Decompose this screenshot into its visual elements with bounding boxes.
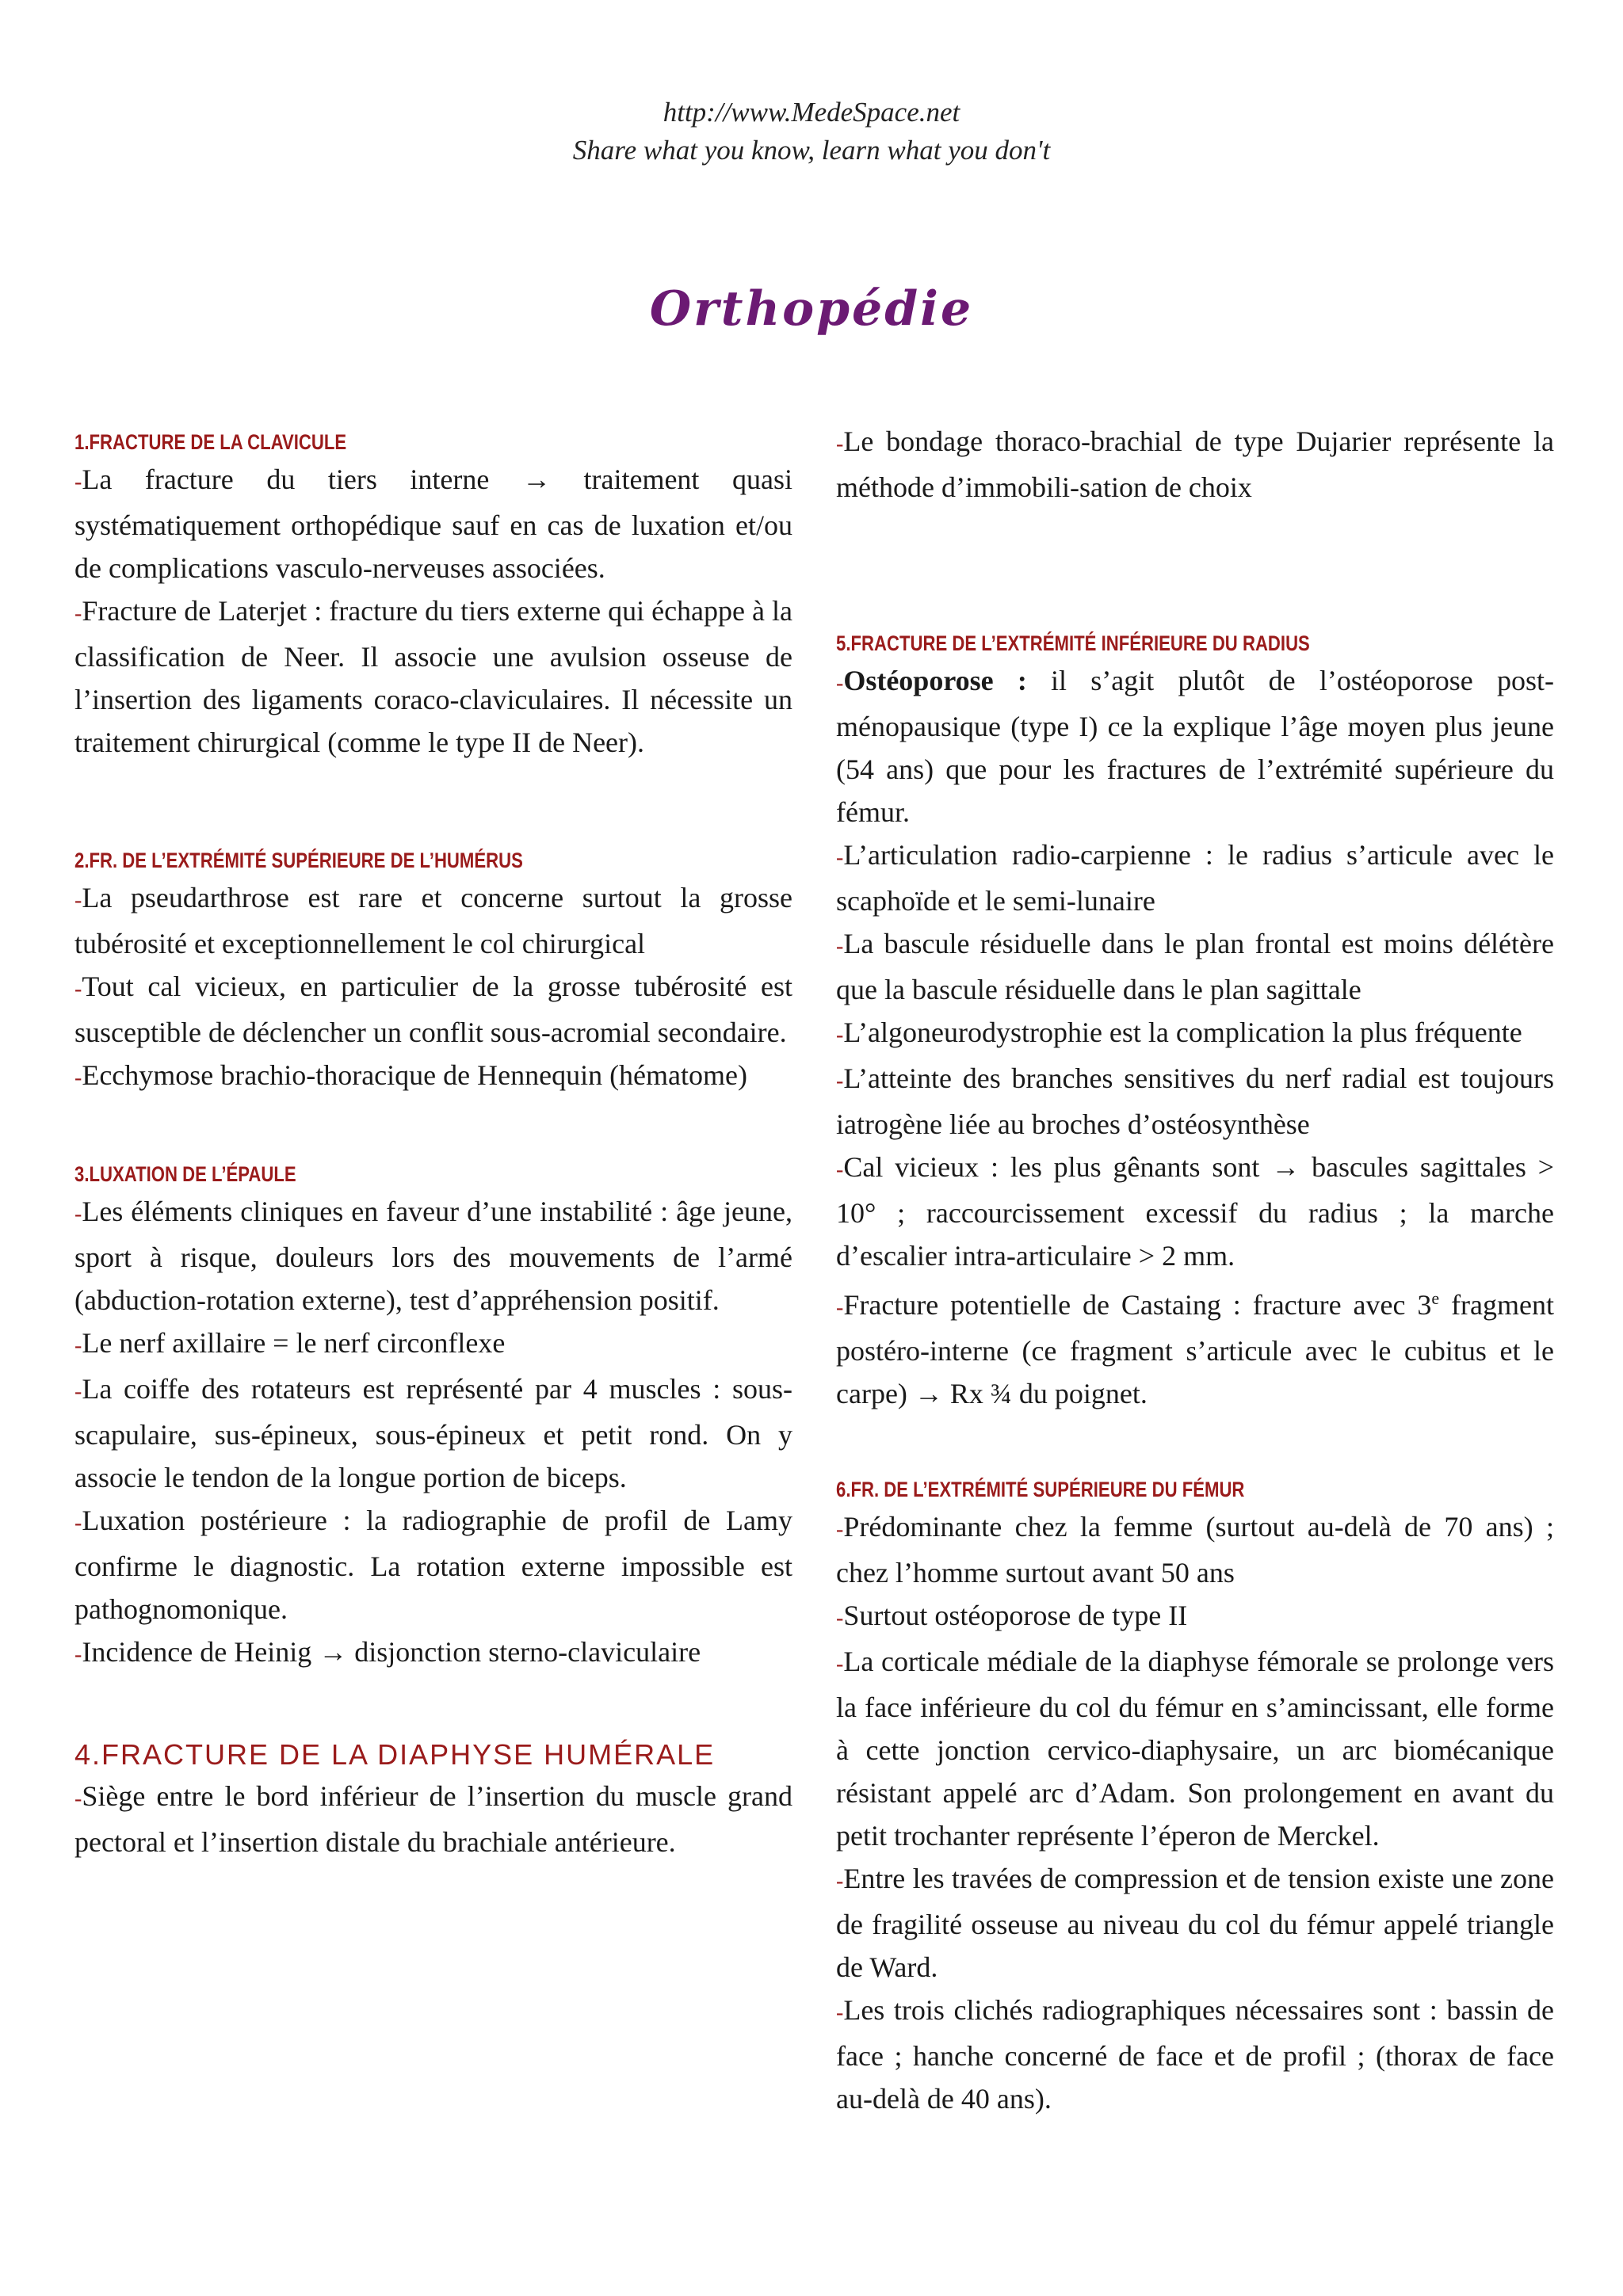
section-4-paragraph: -Le bondage thoraco-brachial de type Dujarier représente la méthode d’immobili-sation de choix	[836, 425, 1554, 503]
section-5-paragraph: -Fracture potentielle de Castaing : fracture avec 3e fragment postéro-interne (ce fragment s’articule avec le cubitus et le carpe) → Rx ¾ du poignet.	[836, 1288, 1555, 1409]
section-1-heading: 1.FRACTURE DE LA CLAVICULE	[74, 430, 347, 454]
section-2-heading: 2.FR. DE L’EXTRÉMITÉ SUPÉRIEURE DE L’HUMÉRUS	[74, 849, 523, 872]
section-5-paragraph: -L’atteinte des branches sensitives du nerf radial est toujours iatrogène liée au broches d’ostéosynthèse	[836, 1062, 1554, 1140]
section-2-paragraph: -Ecchymose brachio-thoracique de Hennequin (hématome)	[74, 1059, 747, 1091]
section-5-paragraph: -L’articulation radio-carpienne : le radius s’articule avec le scaphoïde et le semi-lunaire	[836, 839, 1554, 917]
section-5-heading: 5.FRACTURE DE L’EXTRÉMITÉ INFÉRIEURE DU RADIUS	[836, 631, 1310, 655]
section-4-paragraph: -Siège entre le bord inférieur de l’insertion du muscle grand pectoral et l’insertion distale du brachiale antérieure.	[74, 1780, 792, 1858]
section-6-paragraph: -Entre les travées de compression et de tension existe une zone de fragilité osseuse au niveau du col du fémur appelé triangle de Ward.	[836, 1863, 1554, 1983]
section-1-paragraph: -La fracture du tiers interne → traitement quasi systématiquement orthopédique sauf en cas de luxation et/ou de complications vasculo-nerveuses associées.	[74, 463, 792, 584]
section-3-paragraph: -Le nerf axillaire = le nerf circonflexe	[74, 1327, 506, 1359]
page-header	[0, 93, 1623, 170]
section-3-heading: 3.LUXATION DE L’ÉPAULE	[74, 1162, 296, 1186]
section-5-paragraph: -La bascule résiduelle dans le plan frontal est moins délétère que la bascule résiduelle dans le plan sagittale	[836, 928, 1554, 1005]
section-1-paragraph: -Fracture de Laterjet : fracture du tiers externe qui échappe à la classification de Neer. Il associe une avulsion osseuse de l’insertion des ligaments coraco-claviculaires. Il nécessite un traitement chirurgical (comme le type II de Neer).	[74, 595, 792, 758]
section-6-paragraph: -Prédominante chez la femme (surtout au-delà de 70 ans) ; chez l’homme surtout avant 50 ans	[836, 1511, 1554, 1589]
section-5-paragraph: -Cal vicieux : les plus gênants sont → bascules sagittales > 10° ; raccourcissement excessif du radius ; la marche d’escalier intra-articulaire > 2 mm.	[836, 1151, 1554, 1272]
section-6-paragraph: -Surtout ostéoporose de type II	[836, 1600, 1188, 1631]
section-2-paragraph: -Tout cal vicieux, en particulier de la grosse tubérosité est susceptible de déclencher un conflit sous-acromial secondaire.	[74, 971, 792, 1048]
section-2-paragraph: -La pseudarthrose est rare et concerne surtout la grosse tubérosité et exceptionnellement le col chirurgical	[74, 882, 792, 959]
section-6-paragraph: -Les trois clichés radiographiques nécessaires sont : bassin de face ; hanche concerné de face et de profil ; (thorax de face au-delà de 40 ans).	[836, 1994, 1554, 2115]
section-3-paragraph: -Incidence de Heinig → disjonction sterno-claviculaire	[74, 1636, 701, 1668]
page-title: Orthopédie	[649, 281, 974, 337]
header-tagline: Share what you know, learn what you don't	[572, 135, 1051, 166]
section-3-paragraph: -La coiffe des rotateurs est représenté par 4 muscles : sous-scapulaire, sus-épineux, sous-épineux et petit rond. On y associe le tendon de la longue portion de biceps.	[74, 1373, 792, 1493]
section-5-paragraph: -Ostéoporose : il s’agit plutôt de l’ostéoporose post-ménopausique (type I) ce la explique l’âge moyen plus jeune (54 ans) que pour les fractures de l’extrémité supérieure du fémur.	[836, 665, 1554, 828]
section-4-heading: 4.FRACTURE DE LA DIAPHYSE HUMÉRALE	[74, 1738, 716, 1771]
section-3-paragraph: -Luxation postérieure : la radiographie de profil de Lamy confirme le diagnostic. La rotation externe impossible est pathognomonique.	[74, 1505, 792, 1625]
section-3-paragraph: -Les éléments cliniques en faveur d’une instabilité : âge jeune, sport à risque, douleurs lors des mouvements de l’armé (abduction-rotation externe), test d’appréhension positif.	[74, 1196, 792, 1316]
section-5-paragraph: -L’algoneurodystrophie est la complication la plus fréquente	[836, 1016, 1522, 1048]
section-6-heading: 6.FR. DE L’EXTRÉMITÉ SUPÉRIEURE DU FÉMUR	[836, 1478, 1245, 1501]
header-url: http://www.MedeSpace.net	[663, 97, 960, 128]
left-column	[74, 426, 792, 1863]
right-column	[836, 420, 1554, 2120]
section-6-paragraph: -La corticale médiale de la diaphyse fémorale se prolonge vers la face inférieure du col du fémur en s’amincissant, elle forme à cette jonction cervico-diaphysaire, un arc biomécanique résistant appelé arc d’Adam. Son prolongement en avant du petit trochanter représente l’éperon de Merckel.	[836, 1646, 1554, 1852]
